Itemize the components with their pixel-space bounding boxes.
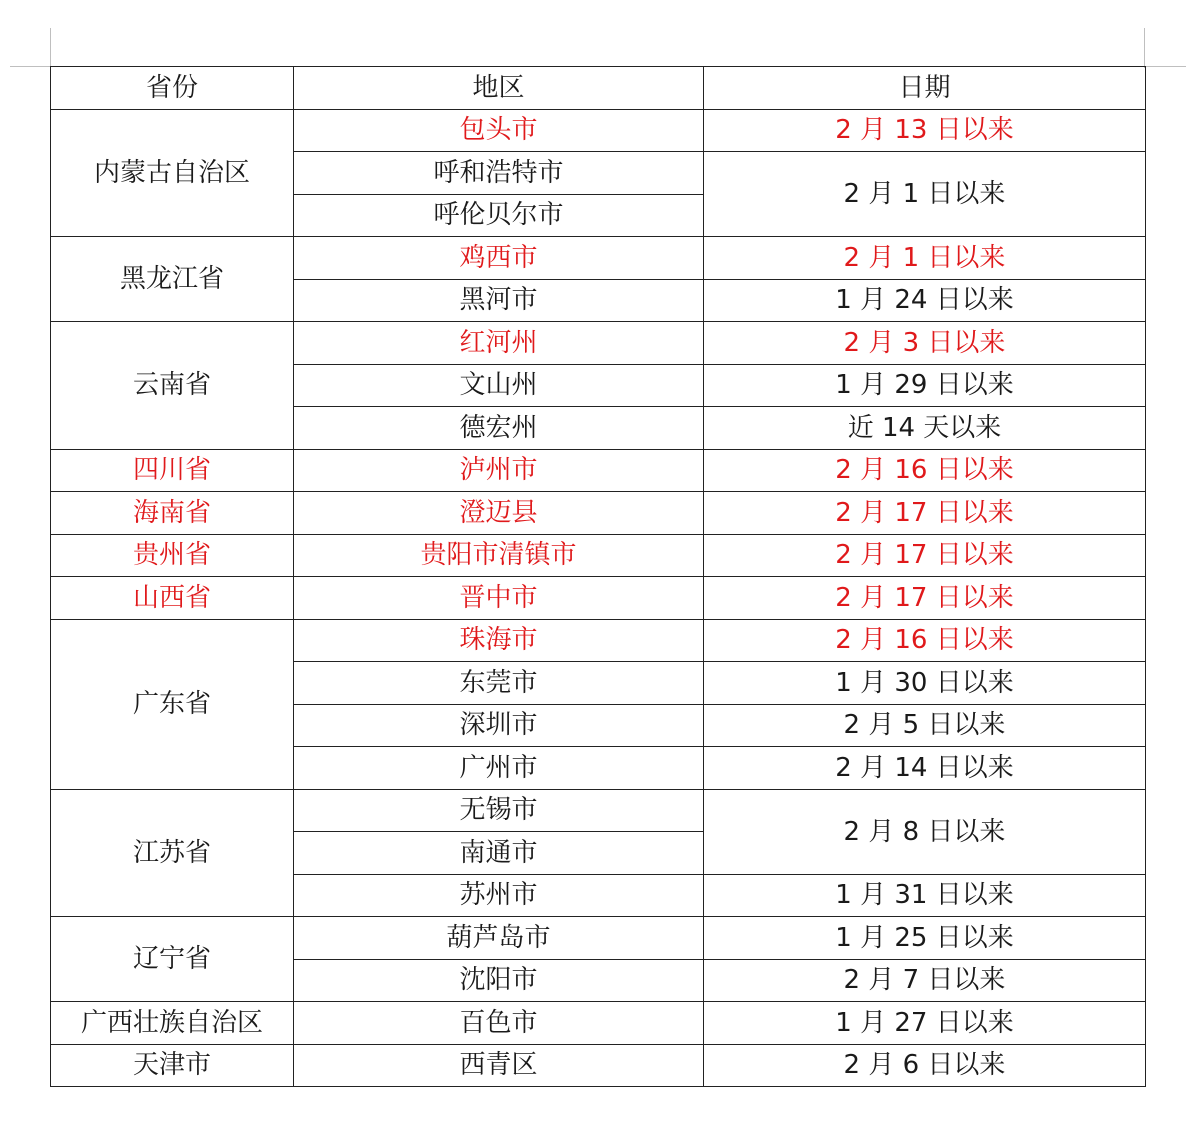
region-cell: 苏州市: [294, 874, 704, 917]
region-cell: 文山州: [294, 364, 704, 407]
region-cell: 广州市: [294, 747, 704, 790]
date-cell: 2 月 17 日以来: [704, 492, 1146, 535]
page-margin-guide-right: [1144, 28, 1145, 68]
date-cell: 2 月 8 日以来: [704, 789, 1146, 874]
header-region: 地区: [294, 67, 704, 110]
date-cell: 近 14 天以来: [704, 407, 1146, 450]
table-row: [51, 492, 1146, 535]
page-margin-guide-left: [50, 28, 51, 68]
date-cell: 2 月 17 日以来: [704, 534, 1146, 577]
province-cell: 内蒙古自治区: [51, 109, 294, 237]
region-cell: 呼伦贝尔市: [294, 194, 704, 237]
date-cell: 2 月 13 日以来: [704, 109, 1146, 152]
date-cell: 1 月 31 日以来: [704, 874, 1146, 917]
province-cell: 辽宁省: [51, 917, 294, 1002]
date-cell: 1 月 29 日以来: [704, 364, 1146, 407]
date-cell: 2 月 14 日以来: [704, 747, 1146, 790]
region-cell: 红河州: [294, 322, 704, 365]
province-cell: 云南省: [51, 322, 294, 450]
date-cell: 2 月 1 日以来: [704, 237, 1146, 280]
date-cell: 2 月 3 日以来: [704, 322, 1146, 365]
date-cell: 1 月 30 日以来: [704, 662, 1146, 705]
header-province: 省份: [51, 67, 294, 110]
region-cell: 沈阳市: [294, 959, 704, 1002]
region-cell: 澄迈县: [294, 492, 704, 535]
table-row: [51, 619, 1146, 662]
region-cell: 泸州市: [294, 449, 704, 492]
date-cell: 2 月 5 日以来: [704, 704, 1146, 747]
region-cell: 百色市: [294, 1002, 704, 1045]
date-cell: 2 月 7 日以来: [704, 959, 1146, 1002]
region-cell: 东莞市: [294, 662, 704, 705]
table-row: [51, 322, 1146, 365]
province-cell: 江苏省: [51, 789, 294, 917]
region-cell: 包头市: [294, 109, 704, 152]
province-cell: 广西壮族自治区: [51, 1002, 294, 1045]
date-cell: 1 月 25 日以来: [704, 917, 1146, 960]
table-row: [51, 109, 1146, 152]
region-cell: 珠海市: [294, 619, 704, 662]
date-cell: 2 月 16 日以来: [704, 619, 1146, 662]
table-header-row: [51, 67, 1146, 110]
province-cell: 黑龙江省: [51, 237, 294, 322]
province-cell: 贵州省: [51, 534, 294, 577]
table-row: [51, 1002, 1146, 1045]
table-row: [51, 449, 1146, 492]
table-row: [51, 237, 1146, 280]
province-cell: 广东省: [51, 619, 294, 789]
date-cell: 2 月 6 日以来: [704, 1044, 1146, 1087]
province-cell: 海南省: [51, 492, 294, 535]
region-cell: 贵阳市清镇市: [294, 534, 704, 577]
table-row: [51, 1044, 1146, 1087]
table-body: [51, 109, 1146, 1087]
table-row: [51, 789, 1146, 832]
table-row: [51, 534, 1146, 577]
province-cell: 山西省: [51, 577, 294, 620]
region-cell: 南通市: [294, 832, 704, 875]
date-cell: 2 月 1 日以来: [704, 152, 1146, 237]
region-cell: 深圳市: [294, 704, 704, 747]
date-cell: 1 月 27 日以来: [704, 1002, 1146, 1045]
region-cell: 葫芦岛市: [294, 917, 704, 960]
region-cell: 西青区: [294, 1044, 704, 1087]
date-cell: 2 月 16 日以来: [704, 449, 1146, 492]
province-cell: 天津市: [51, 1044, 294, 1087]
date-cell: 2 月 17 日以来: [704, 577, 1146, 620]
region-cell: 德宏州: [294, 407, 704, 450]
province-cell: 四川省: [51, 449, 294, 492]
date-cell: 1 月 24 日以来: [704, 279, 1146, 322]
region-cell: 呼和浩特市: [294, 152, 704, 195]
risk-area-table: [50, 66, 1146, 1087]
table-row: [51, 577, 1146, 620]
table-row: [51, 917, 1146, 960]
region-cell: 无锡市: [294, 789, 704, 832]
region-cell: 晋中市: [294, 577, 704, 620]
header-date: 日期: [704, 67, 1146, 110]
region-cell: 鸡西市: [294, 237, 704, 280]
region-cell: 黑河市: [294, 279, 704, 322]
